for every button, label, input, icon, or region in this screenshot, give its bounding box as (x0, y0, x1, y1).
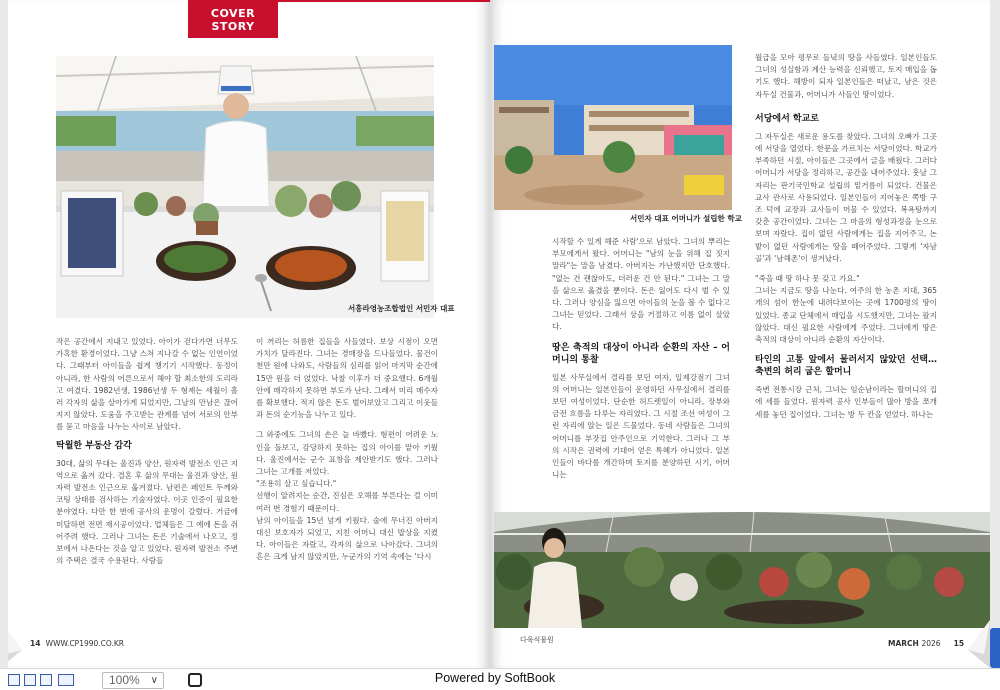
paragraph: 일본 사무실에서 결리를 보던 여자, 일제강점기 그녀의 어머니는 일본인들이 운영하던 사무실에서 결리를 보던 여성이었다. 단순한 허드렛일이 아니라, 장부와 금전 흐름을 다루는 자리였다. 그 시절 조선 여성이 그런 자리에 앉는 일은 드물었다. 동네 사람들은 그녀의 어머니를 부잣집 안주인으로 기억한다. 그러나 그 부의 시작은 권력에 기대어 얻은 특혜가 아니었다. 일본인들이 바다를 개간하며 토지를 분양하던 시기, 어머니는 (552, 372, 730, 480)
paragraph: 이 꺼리는 허름한 집들을 사들였다. 보상 시점이 오면 가치가 달라진다. 그녀는 경매장을 드나들었다. 물건이 천만 원에 나와도, 사람들의 심리를 읽어 마지막 순간에 15만 원을 더 얹었다. 낙찰 이후가 더 중요했다. 6개월 안에 매각하지 못하면 부도가 난다. 그래서 미리 매수자를 확보했다. 적지 않은 돈도 벌어보았고 그리고 이웃들과 돈의 순기능을 나누고 있다. (256, 337, 438, 420)
top-rule (278, 0, 490, 2)
photo-school-image (494, 45, 732, 210)
photo-greenhouse (494, 512, 990, 628)
left-page-number: 14 (30, 639, 41, 648)
right-column-1 (552, 236, 730, 481)
left-folio (30, 639, 124, 648)
folio-year: 2026 (921, 639, 941, 648)
badge-title: COVER STORY (210, 7, 256, 33)
left-column-1 (56, 336, 238, 567)
viewer-toolbar (0, 668, 1000, 690)
paragraph: 월급을 모아 평무로 들녘의 땅을 사들였다. 일본인들도 그녀의 성실함과 계산 능력을 신뢰했고, 토지 매입을 돕기도 했다. 해방이 되자 일본인들은 떠났고, 남은 것은 자두실 건물과, 어머니가 사들인 땅이었다. (755, 53, 937, 99)
folio-month: MARCH (888, 639, 919, 648)
badge-subtitle: 서흥라영농조합법인 서민자 대표 (188, 38, 281, 46)
left-photo-caption: 서흥라영농조합법인 서민자 대표 (348, 304, 455, 313)
paragraph: 작은 공간에서 지내고 있었다. 아이가 걷다가면 너무도 가혹한 환경이었다. 그냥 스쳐 지나갈 수 없는 인연이었다. 그때부터 아이들을 쉽게 챙기기 시작했다. 동정이 아니라, 한 사람의 어른으로서 해야 할 최소한의 도리라고 여겼다. 1982년생, 1986년생 두 형제는 세월이 흘러 각자의 삶을 살아가게 되었지만, 그날의 만남은 끊어지지 않았다. 도움을 주고받는 관계를 넘어 서로의 안부를 묻고 마음을 나누는 사이로 남았다. (56, 337, 238, 432)
cover-story-badge (188, 0, 281, 46)
quote-line: "죽을 때 땅 하나 못 갖고 가요." (755, 274, 860, 284)
section-heading: 탁월한 부동산 감각 (56, 440, 132, 451)
left-page[interactable] (8, 0, 490, 668)
paragraph: 그 자두실은 새로운 용도를 찾았다. 그녀의 오빠가 그곳에 서당을 열었다. 한문을 가르치는 서당이었다. 학교가 부족하던 시절, 아이들은 그곳에서 글을 배웠다. 그러다 어머니가 서당을 정리하고, 공간을 내어주었다. 훗날 그 자리는 판기국민학교 설립의 밑거름이 되었다. 건물은 교사 관사로 사용되었다. 일본인들이 지어놓은 쪽방 구조 덕에 교장과 교사들이 머물 수 있었다. 복욕탕까지 갖춘 공간이었다. 그녀는 그 마음의 형성과정을 눈으로 보며 자랐다. 집이 없던 사람에게는 집을 지어주고, 논밭이 없던 사람에게는 땅을 떼어주었다. 그렇게 '자남골'과 '남해촌'이 생겨났다. (755, 131, 937, 263)
right-page-curl-icon[interactable] (962, 620, 990, 668)
right-page[interactable] (490, 0, 990, 668)
side-panel-tab[interactable] (990, 628, 1000, 668)
paragraph: 선행이 알려지는 순간, 진심은 오해를 부른다는 걸 이미 여러 번 경험기 때문이다. (256, 491, 438, 513)
left-site-url: WWW.CP1990.CO.KR (45, 639, 125, 648)
photo-chef-table (56, 56, 434, 318)
photo-school (494, 45, 732, 210)
left-column-2 (256, 336, 438, 564)
paragraph: 죽변 전통시장 근처, 그녀는 임순남이라는 할머니의 집에 세를 들었다. 원자력 공사 인부들이 많아 방을 쪼개 세를 놓던 집이었다. 그녀는 방 두 칸을 얻었다. 하나는 (755, 385, 937, 419)
paragraph: 그 와중에도 그녀의 손은 늘 바빴다. 형편이 어려운 노인을 돌보고, 감당하지 못하는 집의 아이를 맡아 키웠다. 울진에서는 군수 표창을 제안받기도 했다. 그러나 그녀는 고개를 저었다. (256, 430, 438, 477)
photo-greenhouse-image (494, 512, 990, 628)
paragraph: 남의 아이들을 15년 넘게 키웠다. 술에 무너진 아버지 대신 보호자가 되었고, 지친 어머니 대신 밥상을 지켰다. 아이들은 자랐고, 각자의 삶으로 나아갔다. 그녀의 흔은 크게 남지 않았지만, 누군가의 기억 속에는 '다시 (256, 515, 438, 562)
powered-by-label: Powered by SoftBook (434, 671, 556, 685)
right-photo-caption: 서민자 대표 어머니가 설립한 학교 (630, 214, 742, 223)
paragraph: 30대, 삶의 무대는 울진과 양산, 원자력 발전소 인근 지역으로 옮겨 갔다. 결혼 후 삶의 무대는 울진과 양산, 원자력 발전소 인근으로 옮겨졌다. 남편은 페인트 두께와 코팅 상태를 검사하는 기술자였다. 이곳 인증이 필요한 분야였다. 다만 한 번에 공사의 운명이 갈렸다. 거금에 미달하면 전면 재시공이었다. 업체들은 그 예에 돈을 쥐어주려 했다. 그러나 그녀는 돈은 기술에서 나오고, 정보에서 나온다는 것을 알고 있었다. 원자력 발전소 주변의 주택은 결국 수용된다. 사람들 (56, 458, 238, 566)
section-heading: 타인의 고통 앞에서 물러서지 않았던 선택… 축변의 허리 굽은 할머니 (755, 355, 937, 378)
photo-chef-table-image (56, 56, 434, 318)
zoom-value: 100% (109, 673, 140, 687)
right-column-2 (755, 52, 937, 421)
paragraph: 시작할 수 있게 해준 사람'으로 남았다. 그녀의 뿌리는 부모에게서 왔다. 어머니는 "남의 눈을 위해 집 짓지 말라"는 말을 남겼다. 아버지는 가난했지만 단호했다. "없는 건 괜찮아도, 더러운 건 안 된다." 그녀는 그 말을 삶으로 옮겼을 뿐이다. 돈은 잃어도 다시 벌 수 있다. 그러나 양심을 잃으면 아이들의 눈을 볼 수 없다고 그녀는 믿었다. 그래서 상을 거절하고 이름 없이 살았다. (552, 237, 730, 332)
quote-line: "조용히 살고 싶습니다." (256, 479, 337, 489)
right-page-number: 15 (953, 639, 965, 648)
bottom-caption: 다육식물원 (520, 636, 554, 644)
chevron-down-icon: ∨ (150, 675, 158, 686)
section-heading: 서당에서 학교로 (755, 113, 819, 124)
right-folio (888, 639, 964, 648)
left-page-curl-icon[interactable] (8, 620, 30, 668)
paragraph: 그녀는 지금도 땅을 나눈다. 여주의 한 농촌 지대, 365개의 섬이 한눈에 내려다보이는 곳에 1700평의 땅이 있었다. 종교 단체에서 매입을 시도했지만, 그녀는 팔지 않았다. 대신 필요한 사람에게 주었다. 그녀에게 땅은 축적의 대상이 아니라 순환의 자산이다. (755, 286, 937, 345)
section-heading: 땅은 축적의 대상이 아니라 순환의 자산 – 어머니의 통찰 (552, 342, 730, 365)
